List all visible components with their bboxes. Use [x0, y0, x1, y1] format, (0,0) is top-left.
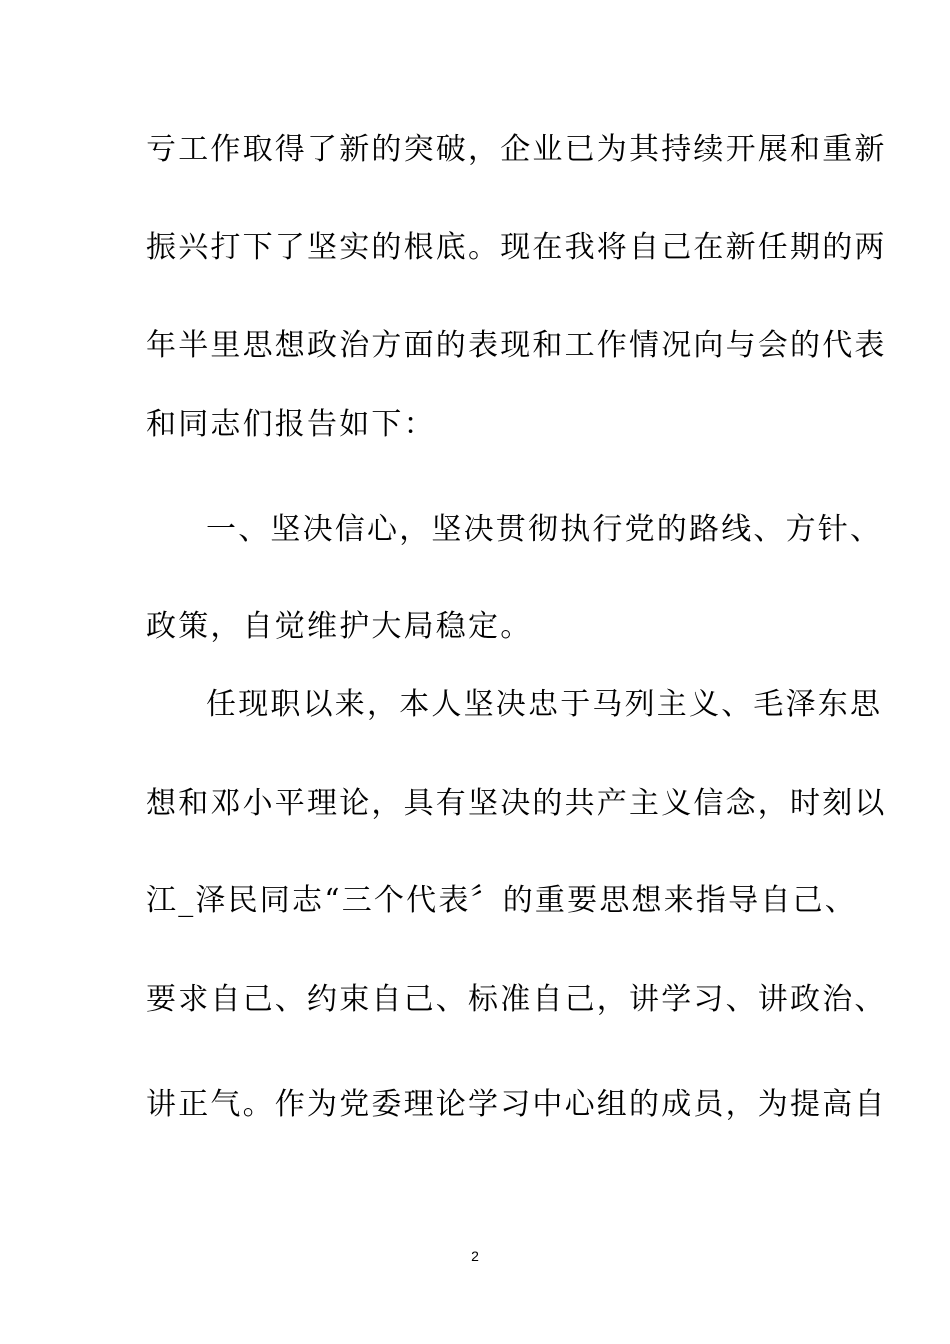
text-line: 讲正气。作为党委理论学习中心组的成员，为提高自 — [146, 1087, 887, 1122]
text-line: 年半里思想政治方面的表现和工作情况向与会的代表 — [146, 328, 887, 363]
section-heading-line: 一、坚决信心，坚决贯彻执行党的路线、方针、 — [206, 512, 883, 547]
text-line: 任现职以来，本人坚决忠于马列主义、毛泽东思 — [206, 687, 883, 722]
page-number: 2 — [471, 1248, 479, 1264]
text-line: 和同志们报告如下： — [146, 407, 436, 442]
text-line: 江_泽民同志“三个代表〞的重要思想来指导自己、 — [146, 883, 857, 918]
text-line: 振兴打下了坚实的根底。现在我将自己在新任期的两 — [146, 230, 887, 265]
text-line: 想和邓小平理论，具有坚决的共产主义信念，时刻以 — [146, 786, 887, 821]
section-heading-line: 政策，自觉维护大局稳定。 — [146, 609, 533, 644]
text-line: 亏工作取得了新的突破，企业已为其持续开展和重新 — [146, 132, 887, 167]
text-line: 要求自己、约束自己、标准自己，讲学习、讲政治、 — [146, 982, 887, 1017]
